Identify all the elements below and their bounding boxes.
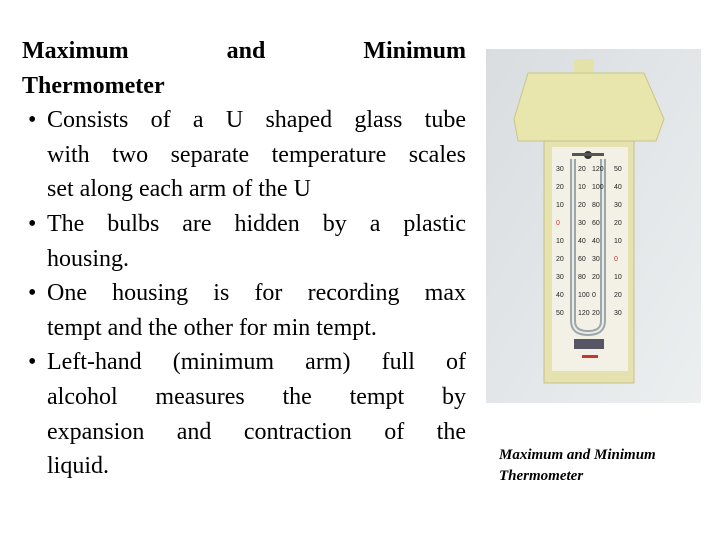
- scale-label: 20: [592, 310, 600, 317]
- bullet-icon: •: [28, 107, 37, 134]
- bullet-line: housing.: [47, 245, 130, 272]
- thermometer-photo: [486, 49, 701, 403]
- bullet-icon: •: [28, 210, 37, 237]
- scale-label: 20: [556, 256, 564, 263]
- slide-text: [22, 34, 466, 484]
- scale-label: 20: [614, 220, 622, 227]
- scale-label: 10: [556, 238, 564, 245]
- bullet-item: [22, 207, 466, 276]
- slide-title: [22, 34, 466, 103]
- bullet-line: alcohol measures the tempt by: [47, 383, 466, 410]
- scale-label: 100: [592, 184, 604, 191]
- title-line: Maximum and Minimum: [22, 38, 466, 64]
- scale-label: 80: [592, 202, 600, 209]
- scale-label: 40: [592, 238, 600, 245]
- scale-label: 120: [592, 166, 604, 173]
- caption-line: Maximum and Minimum: [499, 447, 656, 463]
- scale-label: 10: [556, 202, 564, 209]
- scale-label: 20: [592, 274, 600, 281]
- scale-label: 30: [556, 166, 564, 173]
- scale-label: 40: [578, 238, 586, 245]
- scale-label: 0: [614, 256, 618, 263]
- bullet-line: tempt and the other for min tempt.: [47, 314, 377, 341]
- bullet-item: [22, 103, 466, 207]
- title-line: Thermometer: [22, 72, 165, 99]
- bullet-line: liquid.: [47, 453, 110, 480]
- bullet-line: set along each arm of the U: [47, 176, 311, 203]
- scale-label: 50: [614, 166, 622, 173]
- scale-label: 20: [614, 292, 622, 299]
- scale-label: 30: [614, 310, 622, 317]
- scale-label: 10: [614, 238, 622, 245]
- scale-label: 30: [578, 220, 586, 227]
- scale-label: 30: [614, 202, 622, 209]
- scale-label: 50: [556, 310, 564, 317]
- scale-label: 40: [556, 292, 564, 299]
- scale-label: 0: [592, 292, 596, 299]
- bullet-line: One housing is for recording max: [47, 280, 466, 307]
- bullet-item: [22, 345, 466, 483]
- bullet-icon: •: [28, 280, 37, 307]
- scale-label: 20: [578, 166, 586, 173]
- caption-line: Thermometer: [499, 468, 584, 484]
- scale-label: 120: [578, 310, 590, 317]
- scale-label: 10: [614, 274, 622, 281]
- scale-label: 20: [556, 184, 564, 191]
- scale-label: 80: [578, 274, 586, 281]
- bullet-line: The bulbs are hidden by a plastic: [47, 210, 466, 237]
- bullet-line: with two separate temperature scales: [47, 141, 466, 168]
- bullet-line: Left-hand (minimum arm) full of: [47, 349, 466, 376]
- bullet-icon: •: [28, 349, 37, 376]
- scale-label: 40: [614, 184, 622, 191]
- scale-label: 30: [556, 274, 564, 281]
- scale-label: 20: [578, 202, 586, 209]
- bullet-line: expansion and contraction of the: [47, 418, 466, 445]
- bullet-line: Consists of a U shaped glass tube: [47, 107, 466, 134]
- scale-label: 10: [578, 184, 586, 191]
- scale-label: 60: [592, 220, 600, 227]
- scale-label: 100: [578, 292, 590, 299]
- scale-label: 60: [578, 256, 586, 263]
- figure-caption: [499, 445, 656, 487]
- bullet-item: [22, 276, 466, 345]
- scale-label: 30: [592, 256, 600, 263]
- scale-label: 0: [556, 220, 560, 227]
